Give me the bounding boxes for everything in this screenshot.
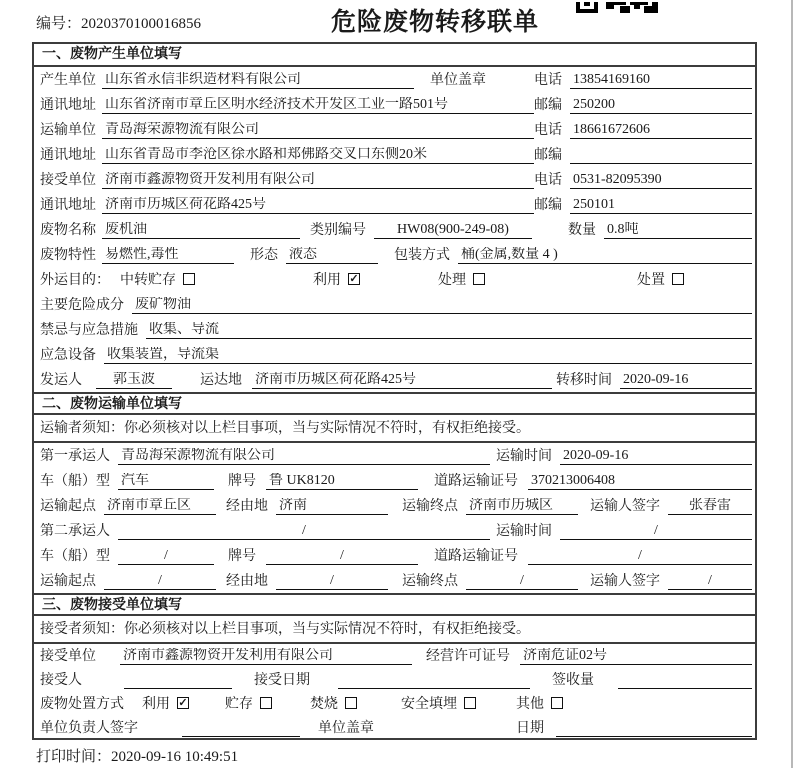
checkbox-label: 利用 (142, 697, 170, 712)
accept-unit-value: 济南市鑫源物资开发利用有限公司 (120, 648, 412, 665)
transport-time-value: / (560, 523, 752, 540)
origin-label: 运输起点 (40, 574, 96, 589)
quantity-label: 数量 (568, 223, 596, 238)
checkbox-label: 中转贮存 (120, 273, 176, 288)
checkbox-label: 处理 (438, 273, 466, 288)
waste-name-value: 废机油 (102, 222, 300, 239)
disposal-option-incinerate (310, 693, 357, 713)
address-label: 通讯地址 (40, 98, 96, 113)
page-right-edge-line (791, 0, 793, 768)
section2-heading: 二、废物运输单位填写 (34, 392, 755, 415)
section1-heading: 一、废物产生单位填写 (34, 44, 755, 67)
accept-unit-label: 接受单位 (40, 649, 96, 664)
address-value: 山东省青岛市李沧区徐水路和郑佛路交叉口东侧20米 (102, 147, 534, 164)
first-carrier-value: 青岛海荣源物流有限公司 (118, 448, 490, 465)
acceptor-value (124, 672, 232, 689)
destination-label: 运达地 (200, 373, 242, 388)
row-route-2 (34, 568, 755, 593)
signed-quantity-value (618, 672, 752, 689)
disposal-method-label: 废物处置方式 (40, 697, 124, 712)
purpose-label: 外运目的： (40, 273, 110, 288)
print-time-line (36, 745, 238, 766)
row-second-carrier (34, 518, 755, 543)
accept-date-value (338, 672, 530, 689)
receiver-value: 济南市鑫源物资开发利用有限公司 (102, 172, 534, 189)
row-waste-character (34, 242, 755, 267)
second-carrier-value: / (118, 523, 490, 540)
transporter-value: 青岛海荣源物流有限公司 (102, 122, 534, 139)
responsible-sign-value (182, 720, 300, 737)
row-producer (34, 67, 755, 92)
address-label: 通讯地址 (40, 148, 96, 163)
vehicle-type-label: 车（船）型 (40, 474, 110, 489)
plate-value: 鲁 UK8120 (266, 473, 418, 490)
disposal-option-other (516, 693, 563, 713)
endpoint-value: 济南市历城区 (466, 498, 578, 515)
row-accept-unit (34, 644, 755, 668)
receiver-notice: 接受者须知：你必须核对以上栏目事项，当与实际情况不符时，有权拒绝接受。 (34, 616, 755, 644)
equipment-label: 应急设备 (40, 348, 96, 363)
section3-heading: 三、废物接受单位填写 (34, 593, 755, 616)
checkbox-label: 焚烧 (310, 697, 338, 712)
vehicle-type-value: 汽车 (118, 473, 214, 490)
incinerate-checkbox[interactable] (345, 697, 357, 709)
row-acceptor (34, 668, 755, 692)
row-transporter-address (34, 142, 755, 167)
row-responsible-signature (34, 716, 755, 740)
row-receiver-address (34, 192, 755, 217)
row-route-1 (34, 493, 755, 518)
row-receiver (34, 167, 755, 192)
via-label: 经由地 (226, 574, 268, 589)
hazard-value: 废矿物油 (132, 297, 752, 314)
producer-value: 山东省永信非织造材料有限公司 (102, 72, 414, 89)
road-permit-value: 370213006408 (528, 473, 752, 490)
acceptor-label: 接受人 (40, 673, 82, 688)
row-hazard-component (34, 292, 755, 317)
endpoint-label: 运输终点 (402, 499, 458, 514)
phone-label: 电话 (534, 73, 562, 88)
carrier-sign-label: 运输人签字 (590, 574, 660, 589)
phone-label: 电话 (534, 123, 562, 138)
first-carrier-label: 第一承运人 (40, 449, 110, 464)
equipment-value: 收集装置，导流渠 (104, 347, 752, 364)
plate-label: 牌号 (228, 549, 256, 564)
signed-quantity-label: 签收量 (552, 673, 594, 688)
via-value: / (276, 573, 388, 590)
manifest-form (32, 42, 757, 740)
purpose-option-dispose (637, 269, 684, 289)
plate-label: 牌号 (228, 474, 256, 489)
shipper-value: 郭玉波 (96, 372, 172, 389)
checkbox-label: 其他 (516, 697, 544, 712)
second-carrier-label: 第二承运人 (40, 524, 110, 539)
endpoint-label: 运输终点 (402, 574, 458, 589)
utilize-checkbox[interactable]: ✓ (349, 273, 359, 285)
checkbox-label: 处置 (637, 273, 665, 288)
row-first-carrier (34, 443, 755, 468)
phone-value: 13854169160 (570, 72, 752, 89)
serial-number-line (36, 12, 201, 33)
via-value: 济南 (276, 498, 388, 515)
row-taboo-measures (34, 317, 755, 342)
license-label: 经营许可证号 (426, 649, 510, 664)
zip-label: 邮编 (534, 198, 562, 213)
origin-value: / (104, 573, 216, 590)
quantity-value: 0.8吨 (604, 222, 752, 239)
date-label: 日期 (516, 721, 544, 736)
row-vehicle-2 (34, 543, 755, 568)
taboo-value: 收集、导流 (146, 322, 752, 339)
via-label: 经由地 (226, 499, 268, 514)
zip-value (570, 147, 752, 164)
license-value: 济南危证02号 (520, 648, 752, 665)
phone-label: 电话 (534, 173, 562, 188)
row-vehicle-1 (34, 468, 755, 493)
vehicle-type-value: / (118, 548, 214, 565)
print-time-label: 打印时间： (36, 749, 112, 765)
hazard-label: 主要危险成分 (40, 298, 124, 313)
zip-label: 邮编 (534, 98, 562, 113)
carrier-sign-label: 运输人签字 (590, 499, 660, 514)
qr-code-fragment (576, 0, 658, 18)
utilize-checkbox[interactable]: ✓ (178, 697, 188, 709)
carrier-sign-value: / (668, 573, 752, 590)
row-shipper (34, 367, 755, 392)
landfill-checkbox[interactable] (464, 697, 476, 709)
character-value: 易燃性,毒性 (102, 247, 234, 264)
row-outbound-purpose (34, 267, 755, 292)
accept-date-label: 接受日期 (254, 673, 310, 688)
disposal-option-landfill (401, 693, 476, 713)
responsible-sign-label: 单位负责人签字 (40, 721, 138, 736)
origin-value: 济南市章丘区 (104, 498, 216, 515)
vehicle-type-label: 车（船）型 (40, 549, 110, 564)
transfer-time-value: 2020-09-16 (620, 372, 752, 389)
print-time-value: 2020-09-16 10:49:51 (111, 749, 239, 765)
dispose-checkbox[interactable] (672, 273, 684, 285)
taboo-label: 禁忌与应急措施 (40, 323, 138, 338)
plate-value: / (266, 548, 418, 565)
zip-value: 250200 (570, 97, 752, 114)
treat-checkbox[interactable] (473, 273, 485, 285)
address-label: 通讯地址 (40, 198, 96, 213)
address-value: 山东省济南市章丘区明水经济技术开发区工业一路501号 (102, 97, 534, 114)
origin-label: 运输起点 (40, 499, 96, 514)
other-checkbox[interactable] (551, 697, 563, 709)
disposal-option-utilize (142, 693, 189, 713)
row-emergency-equipment (34, 342, 755, 367)
row-transporter (34, 117, 755, 142)
row-waste-name (34, 217, 755, 242)
disposal-option-storage (225, 693, 272, 713)
checkbox-label: 贮存 (225, 697, 253, 712)
packing-value: 桶(金属,数量 4 ) (458, 247, 752, 264)
transporter-notice: 运输者须知：你必须核对以上栏目事项，当与实际情况不符时，有权拒绝接受。 (34, 415, 755, 443)
storage-checkbox[interactable] (260, 697, 272, 709)
row-producer-address (34, 92, 755, 117)
packing-label: 包装方式 (394, 248, 450, 263)
checkbox-label: 安全填埋 (401, 697, 457, 712)
zip-value: 250101 (570, 197, 752, 214)
serial-label: 编号： (36, 16, 82, 32)
character-label: 废物特性 (40, 248, 96, 263)
phone-value: 0531-82095390 (570, 172, 752, 189)
zip-label: 邮编 (534, 148, 562, 163)
transport-time-value: 2020-09-16 (560, 448, 752, 465)
address-value: 济南市历城区荷花路425号 (102, 197, 534, 214)
transport-time-label: 运输时间 (496, 449, 552, 464)
unit-stamp-label: 单位盖章 (430, 73, 486, 88)
transfer-storage-checkbox[interactable] (183, 273, 195, 285)
endpoint-value: / (466, 573, 578, 590)
transporter-label: 运输单位 (40, 123, 96, 138)
date-value (556, 720, 752, 737)
phone-value: 18661672606 (570, 122, 752, 139)
page-title: 危险废物转移联单 (331, 9, 540, 36)
producer-label: 产生单位 (40, 73, 96, 88)
shipper-label: 发运人 (40, 373, 82, 388)
transfer-time-label: 转移时间 (556, 373, 612, 388)
unit-stamp-label: 单位盖章 (318, 721, 374, 736)
road-permit-label: 道路运输证号 (434, 474, 518, 489)
purpose-option-treat (438, 269, 485, 289)
form-label: 形态 (250, 248, 278, 263)
row-disposal-method (34, 692, 755, 716)
checkbox-label: 利用 (313, 273, 341, 288)
serial-value: 2020370100016856 (81, 16, 202, 32)
transport-time-label: 运输时间 (496, 524, 552, 539)
purpose-option-transfer-storage (120, 269, 195, 289)
destination-value: 济南市历城区荷花路425号 (252, 372, 552, 389)
purpose-option-utilize (313, 269, 360, 289)
road-permit-label: 道路运输证号 (434, 549, 518, 564)
receiver-label: 接受单位 (40, 173, 96, 188)
form-value: 液态 (286, 247, 378, 264)
category-code-label: 类别编号 (310, 223, 366, 238)
road-permit-value: / (528, 548, 752, 565)
carrier-sign-value: 张春雷 (668, 498, 752, 515)
waste-name-label: 废物名称 (40, 223, 96, 238)
category-code-value: HW08(900-249-08) (374, 222, 532, 239)
